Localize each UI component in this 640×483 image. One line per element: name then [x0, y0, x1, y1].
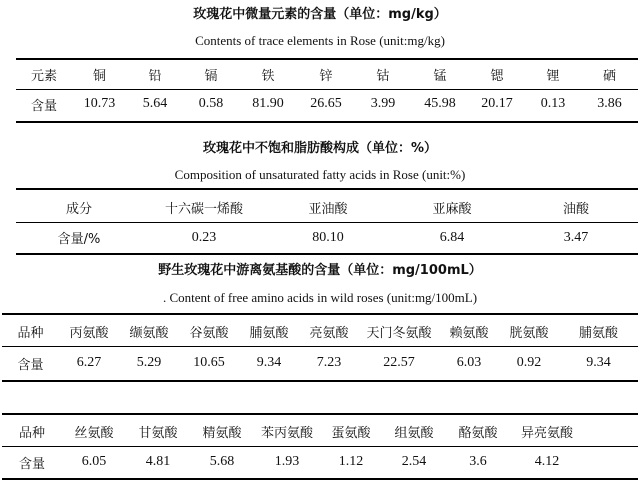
value-cell: 81.90	[252, 96, 284, 111]
header-cell: 镉	[204, 68, 218, 84]
table1-mid-rule	[16, 89, 638, 90]
header-cell: 缬氨酸	[129, 325, 169, 341]
header-cell: 油酸	[562, 201, 589, 217]
value-cell: 26.65	[310, 96, 342, 111]
table4-data-row	[2, 446, 638, 478]
header-cell: 锶	[490, 68, 504, 84]
header-cell: 谷氨酸	[189, 325, 229, 341]
table3-title-zh: 野生玫瑰花中游离氨基酸的含量（单位：mg/100mL）	[158, 263, 482, 278]
header-cell: 酪氨酸	[458, 425, 498, 441]
header-cell: 锰	[433, 68, 447, 84]
header-cell: 亚麻酸	[432, 201, 472, 217]
header-cell: 异亮氨酸	[520, 425, 573, 441]
value-cell: 10.65	[193, 355, 225, 370]
header-cell: 铜	[92, 68, 106, 84]
value-cell: 3.86	[597, 96, 622, 111]
header-cell: 品种	[18, 425, 45, 441]
value-cell: 6.84	[439, 229, 465, 245]
table3-title-en: . Content of free amino acids in wild roses (unit:mg/100mL)	[162, 290, 478, 305]
header-cell: 苯丙氨酸	[260, 425, 313, 441]
header-cell: 锌	[319, 68, 333, 84]
value-cell: 20.17	[481, 96, 513, 111]
header-cell: 组氨酸	[394, 425, 434, 441]
table3	[2, 316, 638, 380]
table4-mid-rule	[2, 446, 638, 447]
header-cell: 精氨酸	[202, 425, 242, 441]
table4	[2, 416, 638, 478]
value-cell: 5.64	[142, 96, 168, 111]
row-label: 含量	[17, 357, 44, 373]
header-cell: 铁	[261, 68, 275, 84]
empty-cell	[584, 416, 638, 446]
header-cell: 丙氨酸	[69, 325, 109, 341]
table3-bottom-rule	[2, 380, 638, 382]
value-cell: 6.05	[81, 454, 107, 469]
value-cell: 0.23	[191, 229, 217, 245]
table3-top-rule	[2, 313, 638, 315]
table1-title-en: Contents of trace elements in Rose (unit:mg/kg)	[195, 33, 445, 48]
table2-title-en: Composition of unsaturated fatty acids in Rose (unit:%)	[174, 167, 466, 182]
value-cell: 5.68	[209, 454, 235, 469]
table1-header-row	[16, 60, 638, 88]
value-cell: 3.99	[370, 96, 396, 111]
row-label: 含量	[18, 456, 45, 472]
header-cell: 亚油酸	[308, 201, 348, 217]
value-cell: 80.10	[312, 229, 344, 245]
value-cell: 9.34	[256, 355, 282, 370]
value-cell: 4.12	[534, 454, 560, 469]
value-cell: 0.58	[198, 96, 224, 111]
header-cell: 锂	[546, 68, 560, 84]
table3-header-row	[2, 316, 638, 346]
header-cell: 钴	[376, 68, 390, 84]
table2-header-row	[16, 192, 638, 222]
header-cell: 成分	[65, 201, 92, 217]
row-label: 含量	[30, 98, 57, 114]
empty-cell	[584, 446, 638, 478]
header-cell: 元素	[30, 68, 57, 84]
table2-mid-rule	[16, 222, 638, 223]
header-cell: 铅	[148, 68, 162, 84]
header-cell: 天门冬氨酸	[366, 325, 432, 341]
row-label: 含量/%	[57, 232, 101, 247]
table1	[16, 60, 638, 120]
table3-data-row	[2, 346, 638, 380]
value-cell: 6.03	[456, 355, 482, 370]
table3-mid-rule	[2, 346, 638, 347]
table1-data-row	[16, 88, 638, 120]
value-cell: 22.57	[383, 355, 415, 370]
header-cell: 硒	[602, 68, 616, 84]
table2-top-rule	[16, 188, 638, 190]
table4-header-row	[2, 416, 638, 446]
table1-bottom-rule	[16, 121, 638, 123]
value-cell: 9.34	[586, 355, 611, 370]
table2-data-row	[16, 222, 638, 253]
table4-bottom-rule	[2, 478, 638, 480]
table4-top-rule	[2, 413, 638, 415]
table1-title-zh: 玫瑰花中微量元素的含量（单位：mg/kg）	[193, 7, 447, 22]
header-cell: 丝氨酸	[74, 425, 114, 441]
header-cell: 赖氨酸	[449, 325, 489, 341]
value-cell: 2.54	[401, 454, 427, 469]
value-cell: 10.73	[83, 96, 116, 111]
value-cell: 1.93	[274, 454, 300, 469]
value-cell: 0.13	[540, 96, 566, 111]
value-cell: 3.6	[469, 454, 487, 469]
value-cell: 0.92	[516, 355, 542, 370]
header-cell: 蛋氨酸	[331, 425, 371, 441]
table2-title-zh: 玫瑰花中不饱和脂肪酸构成（单位：%）	[202, 141, 438, 156]
value-cell: 6.27	[76, 355, 102, 370]
header-cell: 脯氨酸	[578, 325, 618, 341]
value-cell: 5.29	[136, 355, 162, 370]
table2-bottom-rule	[16, 253, 638, 255]
header-cell: 甘氨酸	[138, 425, 178, 441]
value-cell: 3.47	[563, 229, 589, 245]
header-cell: 胱氨酸	[509, 325, 549, 341]
value-cell: 1.12	[338, 454, 364, 469]
header-cell: 脯氨酸	[249, 325, 289, 341]
value-cell: 45.98	[424, 96, 456, 111]
header-cell: 品种	[17, 325, 44, 341]
value-cell: 4.81	[145, 454, 171, 469]
header-cell: 亮氨酸	[309, 325, 349, 341]
value-cell: 7.23	[316, 355, 342, 370]
header-cell: 十六碳一烯酸	[164, 201, 243, 217]
